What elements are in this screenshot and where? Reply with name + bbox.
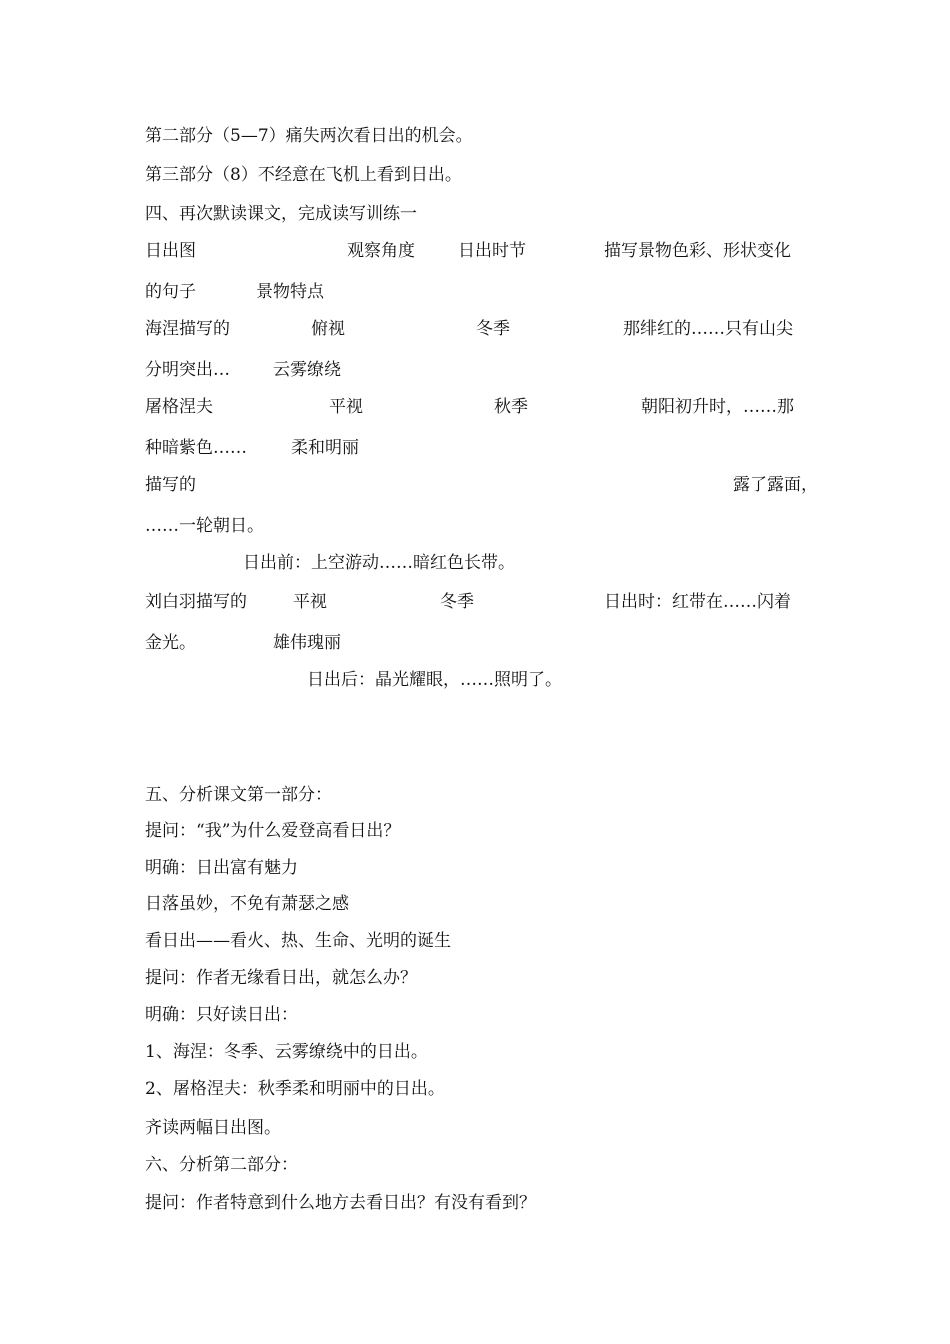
- table-header-col5: 景物特点: [256, 282, 324, 302]
- section-five-line: 明确：日出富有魅力: [145, 858, 298, 878]
- table-header-col4-cont: 的句子: [145, 282, 196, 302]
- section-five-line: 日落虽妙，不免有萧瑟之感: [145, 894, 349, 914]
- table-header-col3: 日出时节: [458, 241, 526, 261]
- row5-desc: 日出时：红带在……闪着: [604, 592, 791, 612]
- section-four-heading: 四、再次默读课文，完成读写训练一: [145, 204, 417, 224]
- row1-desc-cont: 分明突出…: [145, 360, 230, 380]
- table-header-col4: 描写景物色彩、形状变化: [604, 241, 791, 261]
- row5-feature: 雄伟瑰丽: [273, 633, 341, 653]
- part-two-line: 第二部分（5—7）痛失两次看日出的机会。: [145, 126, 473, 146]
- section-five-line: 提问：作者无缘看日出，就怎么办？: [145, 968, 417, 988]
- section-five-line: 提问：“我”为什么爱登高看日出？: [145, 821, 401, 841]
- section-six-heading: 六、分析第二部分：: [145, 1155, 298, 1175]
- row1-angle: 俯视: [311, 319, 345, 339]
- section-five-line: 看日出——看火、热、生命、光明的诞生: [145, 931, 451, 951]
- part-three-line: 第三部分（8）不经意在飞机上看到日出。: [145, 165, 462, 185]
- row5-season: 冬季: [440, 592, 474, 612]
- row2-desc-cont: 种暗紫色……: [145, 438, 247, 458]
- row2-season: 秋季: [494, 397, 528, 417]
- row2-feature: 柔和明丽: [291, 438, 359, 458]
- table-header-col1: 日出图: [145, 241, 196, 261]
- row3-desc-cont: ……一轮朝日。: [145, 516, 264, 536]
- row2-desc: 朝阳初升时，……那: [641, 397, 794, 417]
- row3-who: 描写的: [145, 475, 196, 495]
- row6-after-sunrise: 日出后：晶光耀眼，……照明了。: [307, 670, 562, 690]
- row3-desc: 露了露面，: [733, 475, 818, 495]
- row1-feature: 云雾缭绕: [273, 360, 341, 380]
- section-five-line: 五、分析课文第一部分：: [145, 785, 332, 805]
- row4-before-sunrise: 日出前：上空游动……暗红色长带。: [243, 553, 515, 573]
- row2-who: 屠格涅夫: [145, 397, 213, 417]
- section-five-line: 明确：只好读日出：: [145, 1005, 298, 1025]
- row5-who: 刘白羽描写的: [145, 592, 247, 612]
- section-five-line: 齐读两幅日出图。: [145, 1118, 281, 1138]
- section-six-line: 提问：作者特意到什么地方去看日出？有没有看到？: [145, 1193, 536, 1213]
- table-header-col2: 观察角度: [347, 241, 415, 261]
- row5-angle: 平视: [293, 592, 327, 612]
- row1-desc: 那绯红的……只有山尖: [623, 319, 793, 339]
- row5-desc-cont: 金光。: [145, 633, 196, 653]
- section-five-line: 1、海涅：冬季、云雾缭绕中的日出。: [145, 1042, 428, 1062]
- row1-who: 海涅描写的: [145, 319, 230, 339]
- row2-angle: 平视: [329, 397, 363, 417]
- section-five-line: 2、屠格涅夫：秋季柔和明丽中的日出。: [145, 1079, 445, 1099]
- row1-season: 冬季: [476, 319, 510, 339]
